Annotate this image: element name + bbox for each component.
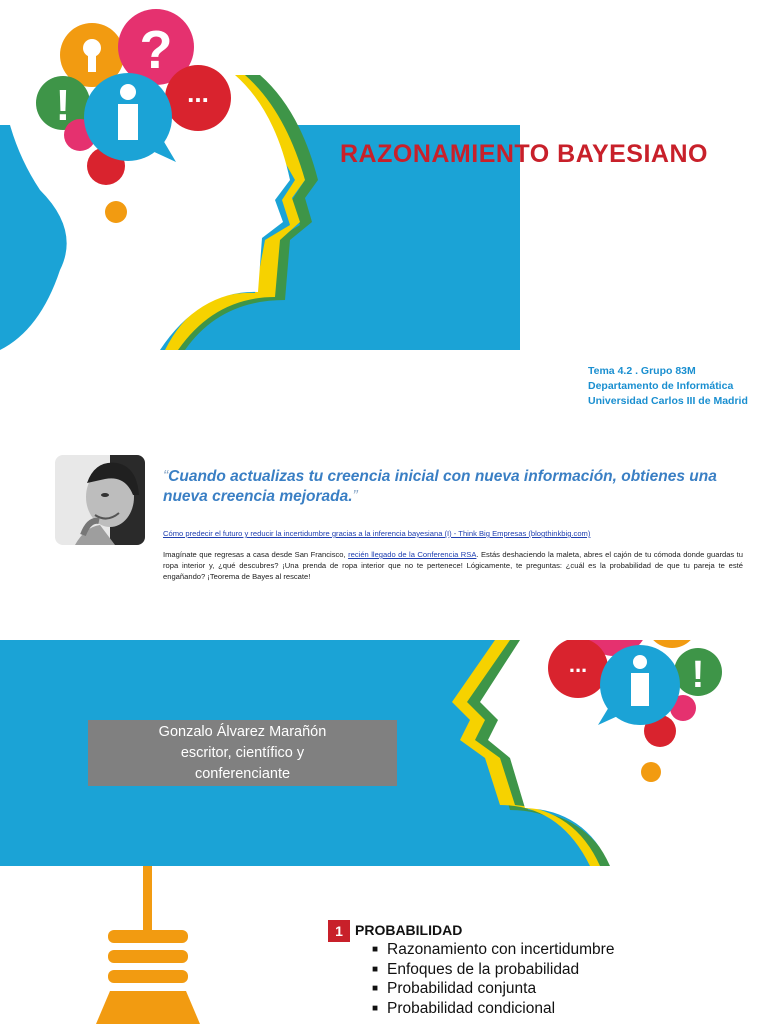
page-title: RAZONAMIENTO BAYESIANO bbox=[340, 140, 708, 168]
svg-text:!: ! bbox=[55, 81, 71, 130]
para-end: . Estás deshaciendo la maleta, abres el cajón de tu cómoda donde guardas tu ropa interior y, ¿qué descubres? ¡Una prenda de ropa interior que no te pertenece! Lógicamente, te preguntas: ¿cuál es la probabilidad de que tu pareja te esté engañando? ¡Teorema de Bayes al rescate! bbox=[163, 550, 743, 581]
credit-department: Departamento de Informática bbox=[588, 380, 734, 392]
bullet-icon: ■ bbox=[372, 944, 379, 956]
slide-quote bbox=[0, 350, 768, 640]
bullet-icon: ■ bbox=[372, 963, 379, 975]
slide-author bbox=[0, 640, 768, 866]
svg-text:?: ? bbox=[139, 20, 173, 80]
quote-text bbox=[163, 467, 753, 507]
list-item-label: Enfoques de la probabilidad bbox=[387, 960, 580, 978]
author-photo bbox=[55, 455, 145, 545]
list-item bbox=[372, 960, 614, 980]
credit-topic: Tema 4.2 . Grupo 83M bbox=[588, 365, 696, 377]
svg-text:!: ! bbox=[691, 654, 705, 696]
rsa-link[interactable]: recién llegado de la Conferencia RSA bbox=[348, 550, 477, 559]
credits-block bbox=[588, 364, 748, 409]
svg-text:...: ... bbox=[187, 78, 209, 108]
open-quote-mark: “ bbox=[163, 468, 169, 485]
intro-paragraph bbox=[163, 549, 743, 582]
topic-list bbox=[372, 940, 614, 1019]
list-item-label: Razonamiento con incertidumbre bbox=[387, 941, 615, 958]
list-item bbox=[372, 979, 614, 999]
slide-agenda bbox=[0, 866, 768, 1024]
para-start: Imagínate que regresas a casa desde San Francisco, bbox=[163, 550, 349, 559]
close-quote-mark: ” bbox=[352, 488, 358, 505]
list-item-label: Probabilidad conjunta bbox=[387, 980, 537, 998]
list-item bbox=[372, 999, 614, 1019]
slide-title bbox=[0, 0, 768, 350]
bullet-icon: ■ bbox=[372, 983, 379, 995]
svg-text:...: ... bbox=[568, 652, 588, 677]
section-number: 1 bbox=[328, 920, 350, 942]
section-title: PROBABILIDAD bbox=[355, 922, 463, 938]
author-role-1: escritor, científico y bbox=[180, 745, 305, 761]
list-item-label: Probabilidad condicional bbox=[387, 999, 556, 1017]
author-role-2: conferenciante bbox=[194, 766, 291, 782]
credit-university: Universidad Carlos III de Madrid bbox=[588, 395, 748, 407]
quote-body: Cuando actualizas tu creencia inicial con nueva información, obtienes una nueva creencia mejorada. bbox=[163, 468, 717, 505]
bullet-icon: ■ bbox=[372, 1003, 379, 1015]
list-item bbox=[372, 940, 614, 960]
author-caption bbox=[88, 720, 397, 786]
author-name: Gonzalo Álvarez Marañón bbox=[158, 724, 327, 740]
source-link[interactable]: Cómo predecir el futuro y reducir la incertidumbre gracias a la inferencia bayesiana (I) - Think Big Empresas (blogthinkbig.com) bbox=[163, 529, 591, 538]
head-illustration bbox=[0, 0, 768, 350]
